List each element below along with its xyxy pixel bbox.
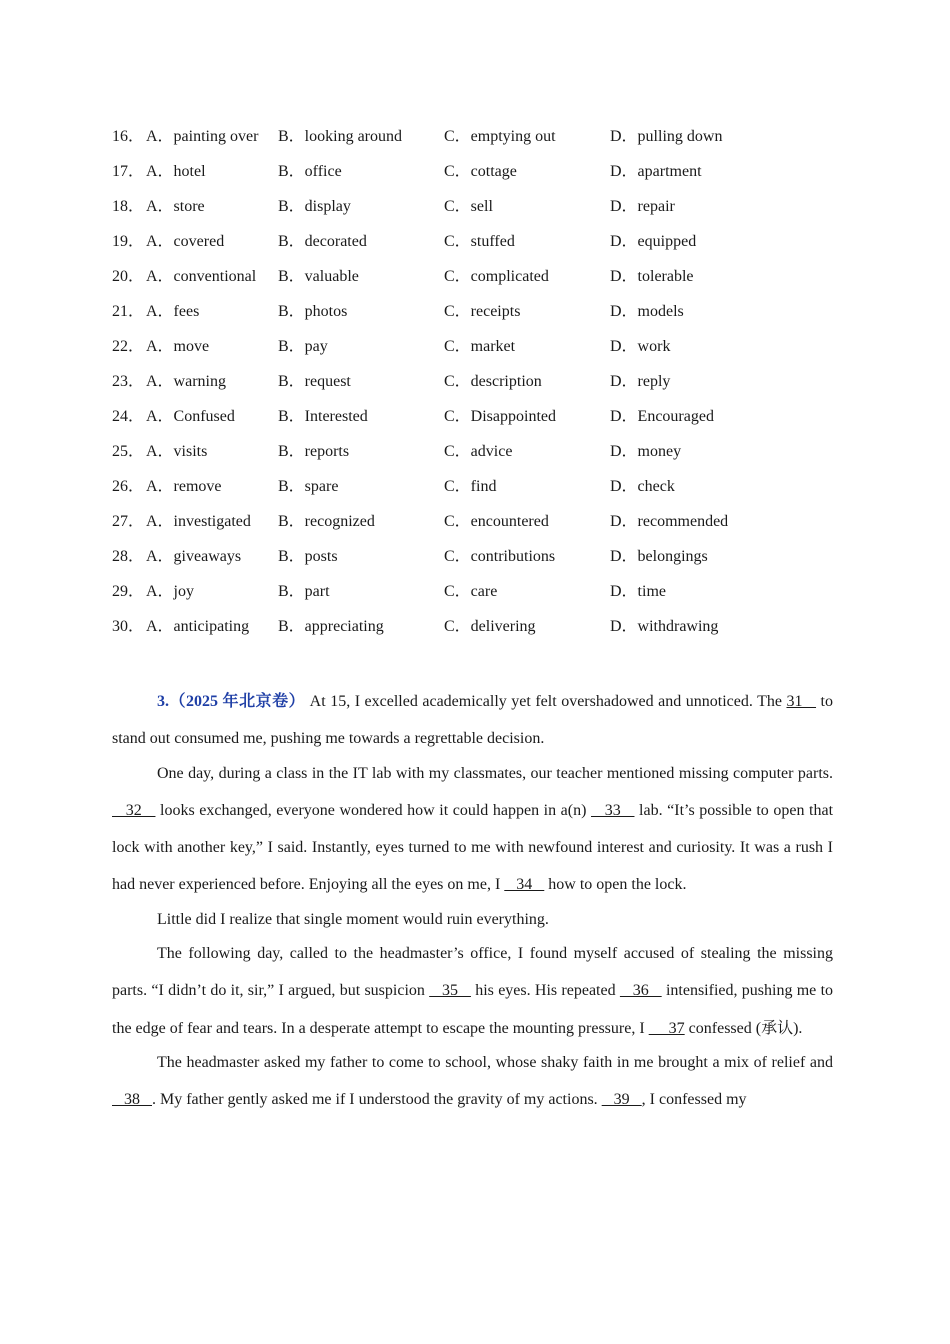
blank-34: 34 xyxy=(504,876,545,894)
option-a: A．joy xyxy=(146,583,195,600)
option-b: B．display xyxy=(278,198,351,215)
text: how to open the lock. xyxy=(544,876,687,894)
option-row-17 xyxy=(112,160,852,195)
option-d: D．money xyxy=(610,443,682,460)
option-d: D．repair xyxy=(610,198,675,215)
option-row-28 xyxy=(112,545,852,580)
option-c: C．complicated xyxy=(444,268,549,285)
option-d: D．pulling down xyxy=(610,128,723,145)
option-row-20 xyxy=(112,265,852,300)
blank-33: 33 xyxy=(591,801,635,819)
option-d: D．reply xyxy=(610,373,671,390)
option-c: C．emptying out xyxy=(444,128,556,145)
option-d: D．models xyxy=(610,303,684,320)
option-c: C．receipts xyxy=(444,303,521,320)
option-row-30 xyxy=(112,615,852,650)
option-a: A．giveaways xyxy=(146,548,242,565)
question-number: 25． xyxy=(112,443,145,460)
option-d: D．time xyxy=(610,583,666,600)
question-number: 21． xyxy=(112,303,145,320)
text: , I confessed my xyxy=(641,1091,747,1109)
question-number: 26． xyxy=(112,478,145,495)
option-a: A．conventional xyxy=(146,268,257,285)
option-a: A．covered xyxy=(146,233,225,250)
option-row-24 xyxy=(112,405,852,440)
option-c: C．care xyxy=(444,583,498,600)
text: looks exchanged, everyone wondered how it could happen in a(n) xyxy=(155,801,592,819)
option-a: A．move xyxy=(146,338,210,355)
option-row-23 xyxy=(112,370,852,405)
option-c: C．market xyxy=(444,338,516,355)
option-b: B．office xyxy=(278,163,342,180)
passage-paragraph-2 xyxy=(112,755,833,904)
option-a: A．anticipating xyxy=(146,618,250,635)
option-d: D．belongings xyxy=(610,548,708,565)
option-b: B．photos xyxy=(278,303,348,320)
option-c: C．advice xyxy=(444,443,513,460)
option-row-16 xyxy=(112,125,852,160)
option-c: C．encountered xyxy=(444,513,549,530)
question-number: 19． xyxy=(112,233,145,250)
option-a: A．warning xyxy=(146,373,226,390)
option-b: B．spare xyxy=(278,478,339,495)
option-row-21 xyxy=(112,300,852,335)
text: The following day, called to the headmaster’s office, I found myself accused of stealing the missing parts. “I didn’t do it, sir,” I argued, but suspicion xyxy=(112,945,833,1000)
blank-31: 31 xyxy=(786,693,817,710)
text: . My father gently asked me if I understood the gravity of my actions. xyxy=(152,1091,602,1109)
question-number: 29． xyxy=(112,583,145,600)
option-c: C．delivering xyxy=(444,618,536,635)
option-row-22 xyxy=(112,335,852,370)
question-heading: 3.（2025 年北京卷） xyxy=(157,693,306,710)
option-b: B．valuable xyxy=(278,268,359,285)
text: At 15, I excelled academically yet felt overshadowed and unnoticed. The xyxy=(305,693,787,710)
option-a: A．remove xyxy=(146,478,222,495)
option-row-25 xyxy=(112,440,852,475)
option-d: D．equipped xyxy=(610,233,697,250)
text: his eyes. His repeated xyxy=(470,982,620,1000)
option-row-29 xyxy=(112,580,852,615)
option-b: B．looking around xyxy=(278,128,402,145)
text: The headmaster asked my father to come to school, whose shaky faith in me brought a mix of relief and xyxy=(157,1053,833,1071)
question-number: 30． xyxy=(112,618,145,635)
option-b: B．reports xyxy=(278,443,350,460)
option-row-18 xyxy=(112,195,852,230)
passage-paragraph-4 xyxy=(112,935,833,1047)
option-d: D．check xyxy=(610,478,675,495)
question-number: 20． xyxy=(112,268,145,285)
option-c: C．Disappointed xyxy=(444,408,556,425)
blank-32: 32 xyxy=(112,801,156,819)
blank-35: 35 xyxy=(429,982,471,1000)
options-list xyxy=(112,125,852,650)
option-b: B．Interested xyxy=(278,408,368,425)
option-b: B．appreciating xyxy=(278,618,384,635)
option-a: A．store xyxy=(146,198,205,215)
option-d: D．recommended xyxy=(610,513,729,530)
blank-36: 36 xyxy=(619,982,662,1000)
option-a: A．visits xyxy=(146,443,208,460)
question-number: 17． xyxy=(112,163,145,180)
option-b: B．recognized xyxy=(278,513,375,530)
option-b: B．request xyxy=(278,373,351,390)
passage-paragraph-1 xyxy=(112,683,833,758)
option-d: D．apartment xyxy=(610,163,702,180)
cloze-passage xyxy=(112,683,833,1119)
question-number: 22． xyxy=(112,338,145,355)
question-number: 16． xyxy=(112,128,145,145)
option-d: D．tolerable xyxy=(610,268,694,285)
passage-paragraph-3: Little did I realize that single moment would ruin everything. xyxy=(157,910,549,928)
blank-37: 37 xyxy=(648,1019,685,1037)
text: intensified, pushing me to the edge of fear and tears. In a desperate attempt to escape the mounting pressure, I xyxy=(112,982,834,1037)
option-b: B．decorated xyxy=(278,233,367,250)
blank-39: 39 xyxy=(601,1091,642,1109)
option-a: A．fees xyxy=(146,303,200,320)
question-number: 18． xyxy=(112,198,145,215)
option-a: A．investigated xyxy=(146,513,251,530)
option-b: B．part xyxy=(278,583,330,600)
option-d: D．work xyxy=(610,338,671,355)
option-c: C．contributions xyxy=(444,548,556,565)
option-d: D．withdrawing xyxy=(610,618,719,635)
text: to stand out consumed me, pushing me towards a regrettable decision. xyxy=(112,693,833,748)
text: lab. “It’s possible to open that lock with another key,” I said. Instantly, eyes turned to me with newfound interest and curiosity. It was a rush I had never experienced before. Enjoying all the eyes on me, I xyxy=(112,801,834,894)
text: One day, during a class in the IT lab with my classmates, our teacher mentioned missing computer parts. xyxy=(157,764,833,782)
option-a: A．Confused xyxy=(146,408,235,425)
question-number: 27． xyxy=(112,513,145,530)
text: confessed (承认). xyxy=(684,1019,803,1037)
option-b: B．posts xyxy=(278,548,338,565)
option-c: C．stuffed xyxy=(444,233,515,250)
option-c: C．find xyxy=(444,478,497,495)
option-c: C．description xyxy=(444,373,542,390)
passage-paragraph-5 xyxy=(112,1044,833,1119)
option-c: C．sell xyxy=(444,198,493,215)
option-c: C．cottage xyxy=(444,163,517,180)
question-number: 28． xyxy=(112,548,145,565)
blank-38: 38 xyxy=(112,1091,152,1109)
option-d: D．Encouraged xyxy=(610,408,714,425)
question-number: 24． xyxy=(112,408,145,425)
option-row-26 xyxy=(112,475,852,510)
option-a: A．painting over xyxy=(146,128,259,145)
question-number: 23． xyxy=(112,373,145,390)
option-a: A．hotel xyxy=(146,163,206,180)
option-row-27 xyxy=(112,510,852,545)
option-row-19 xyxy=(112,230,852,265)
option-b: B．pay xyxy=(278,338,328,355)
